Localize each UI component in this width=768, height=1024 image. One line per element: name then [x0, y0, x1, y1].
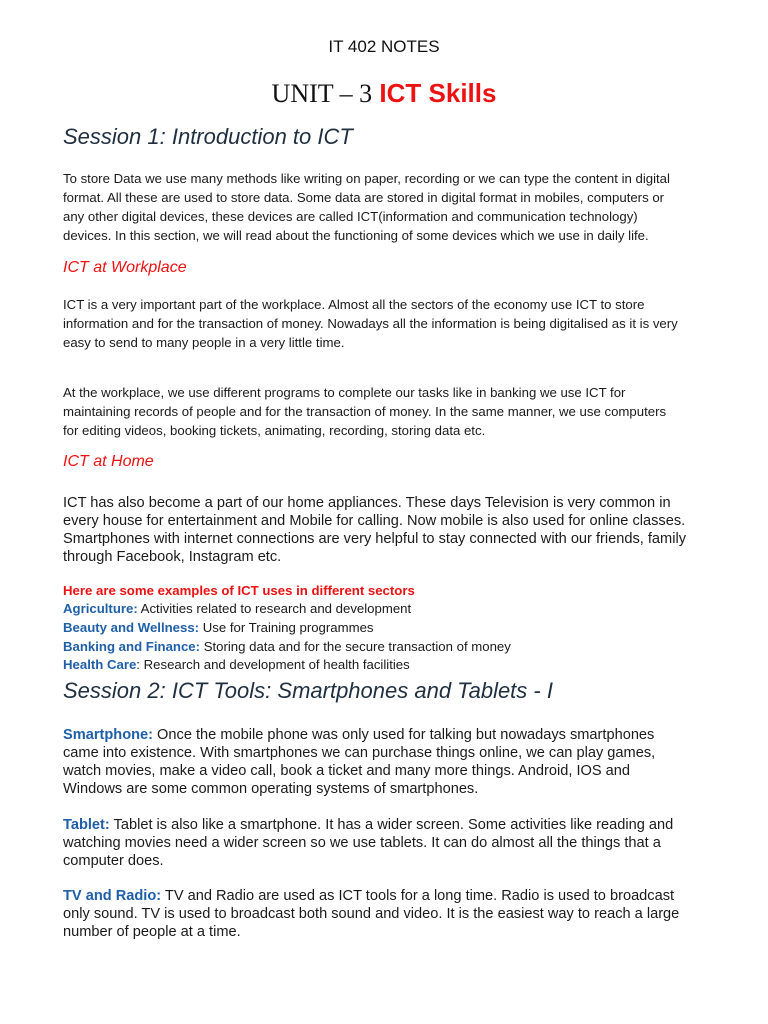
smartphone-paragraph	[63, 726, 713, 798]
tablet-label: Tablet:	[63, 817, 110, 833]
paragraph-line	[63, 726, 713, 744]
paragraph-line: number of people at a time.	[63, 924, 241, 940]
example-text: Storing data and for the secure transaction of money	[200, 639, 511, 654]
example-row	[63, 657, 410, 672]
paragraph-line: easy to send to many people in a very little time.	[63, 335, 345, 350]
paragraph-line: Windows are some common operating systems of smartphones.	[63, 781, 479, 797]
workplace-paragraph-2	[63, 383, 713, 440]
example-row	[63, 620, 374, 635]
paragraph-line: every house for entertainment and Mobile for calling. Now mobile is also used for online classes.	[63, 513, 686, 529]
intro-line: To store Data we use many methods like writing on paper, recording or we can type the content in digital	[63, 171, 670, 186]
tv-radio-label: TV and Radio:	[63, 888, 162, 904]
paragraph-line: ICT is a very important part of the workplace. Almost all the sectors of the economy use ICT to store	[63, 297, 645, 312]
tablet-paragraph	[63, 816, 713, 870]
paragraph-line	[63, 816, 713, 834]
paragraph-text: TV and Radio are used as ICT tools for a long time. Radio is used to broadcast	[161, 888, 675, 904]
example-text: Activities related to research and development	[137, 601, 412, 616]
workplace-paragraph-1	[63, 295, 713, 352]
session-1-heading: Session 1: Introduction to ICT	[63, 124, 353, 149]
paragraph-text: Once the mobile phone was only used for talking but nowadays smartphones	[153, 727, 655, 743]
example-label: Beauty and Wellness:	[63, 620, 200, 635]
unit-title	[0, 78, 768, 109]
paragraph-line: watching movies need a wider screen so we use tablets. It can do almost all the things that a	[63, 835, 661, 851]
example-label: Health Care	[63, 657, 137, 672]
workplace-heading: ICT at Workplace	[63, 259, 187, 276]
paragraph-line: ICT has also become a part of our home appliances. These days Television is very common in	[63, 495, 671, 511]
unit-name: ICT Skills	[379, 78, 497, 108]
intro-line: any other digital devices, these devices are called ICT(information and communication technology)	[63, 209, 638, 224]
notes-title: IT 402 NOTES	[328, 37, 440, 56]
paragraph-line: for editing videos, booking tickets, animating, recording, storing data etc.	[63, 423, 486, 438]
tv-radio-paragraph	[63, 887, 713, 941]
session-2-heading: Session 2: ICT Tools: Smartphones and Tablets - I	[63, 678, 553, 703]
paragraph-line	[63, 887, 713, 905]
example-text: Use for Training programmes	[199, 620, 374, 635]
example-label: Agriculture:	[63, 601, 138, 616]
examples-heading: Here are some examples of ICT uses in different sectors	[63, 583, 415, 598]
paragraph-line: only sound. TV is used to broadcast both sound and video. It is the easiest way to reach a large	[63, 906, 680, 922]
home-paragraph	[63, 494, 713, 566]
paragraph-text: Tablet is also like a smartphone. It has a wider screen. Some activities like reading and	[109, 817, 674, 833]
paragraph-line: At the workplace, we use different programs to complete our tasks like in banking we use ICT for	[63, 385, 626, 400]
paragraph-line: computer does.	[63, 853, 164, 869]
paragraph-line: through Facebook, Instagram etc.	[63, 549, 282, 565]
paragraph-line: watch movies, make a video call, book a ticket and many more things. Android, IOS and	[63, 763, 631, 779]
example-row	[63, 601, 411, 616]
paragraph-line: maintaining records of people and for the transaction of money. In the same manner, we use computers	[63, 404, 667, 419]
intro-line: devices. In this section, we will read about the functioning of some devices which we use in daily life.	[63, 228, 649, 243]
example-row	[63, 639, 511, 654]
unit-prefix: UNIT – 3	[271, 79, 373, 108]
paragraph-line: Smartphones with internet connections are very helpful to stay connected with our friends, family	[63, 531, 686, 547]
paragraph-line: information and for the transaction of money. Nowadays all the information is being digitalised as it is very	[63, 316, 678, 331]
example-label: Banking and Finance:	[63, 639, 201, 654]
intro-paragraph	[63, 169, 713, 245]
intro-line: format. All these are used to store data. Some data are stored in digital format in mobiles, computers or	[63, 190, 665, 205]
paragraph-line: came into existence. With smartphones we can purchase things online, we can play games,	[63, 745, 656, 761]
example-text: : Research and development of health facilities	[136, 657, 410, 672]
smartphone-label: Smartphone:	[63, 727, 153, 743]
home-heading: ICT at Home	[63, 453, 154, 470]
